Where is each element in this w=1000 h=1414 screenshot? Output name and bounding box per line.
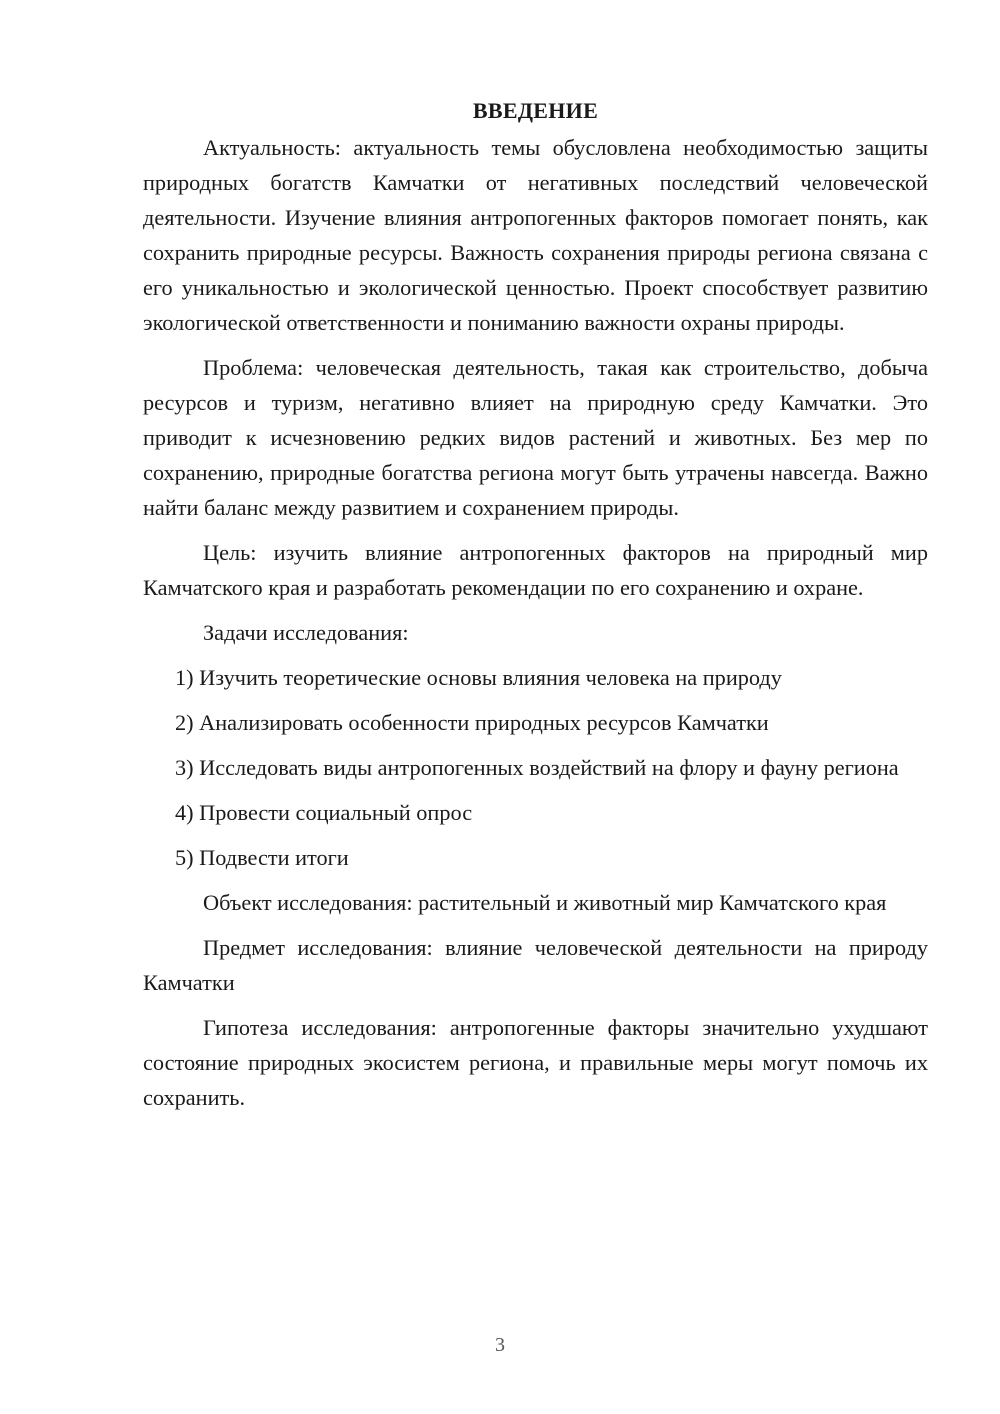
- relevance-paragraph: Актуальность: актуальность темы обусловлена необходимостью защиты природных богатств Камчатки от негативных последствий человеческой деятельности. Изучение влияния антропогенных факторов помогает понять, как сохранить природные ресурсы. Важность сохранения природы региона связана с его уникальностью и экологической ценностью. Проект способствует развитию экологической ответственности и пониманию важности охраны природы.: [143, 135, 928, 335]
- task-item: 4) Провести социальный опрос: [175, 800, 473, 825]
- goal-paragraph: Цель: изучить влияние антропогенных факторов на природный мир Камчатского края и разработать рекомендации по его сохранению и охране.: [143, 540, 928, 600]
- object-paragraph: Объект исследования: растительный и животный мир Камчатского края: [203, 890, 887, 915]
- problem-paragraph: Проблема: человеческая деятельность, такая как строительство, добыча ресурсов и туризм, негативно влияет на природную среду Камчатки. Это приводит к исчезновению редких видов растений и животных. Без мер по сохранению, природные богатства региона могут быть утрачены навсегда. Важно найти баланс между развитием и сохранением природы.: [143, 355, 928, 520]
- task-item: 2) Анализировать особенности природных ресурсов Камчатки: [175, 710, 769, 735]
- document-page: [143, 96, 928, 1125]
- tasks-heading: Задачи исследования:: [203, 620, 409, 645]
- page-number: 3: [495, 1334, 505, 1356]
- task-item: 1) Изучить теоретические основы влияния человека на природу: [175, 665, 782, 690]
- section-title: ВВЕДЕНИЕ: [472, 98, 599, 123]
- task-item: 3) Исследовать виды антропогенных воздействий на флору и фауну региона: [175, 755, 899, 780]
- task-item: 5) Подвести итоги: [175, 845, 349, 870]
- hypothesis-paragraph: Гипотеза исследования: антропогенные факторы значительно ухудшают состояние природных экосистем региона, и правильные меры могут помочь их сохранить.: [143, 1015, 928, 1110]
- subject-paragraph: Предмет исследования: влияние человеческой деятельности на природу Камчатки: [143, 935, 928, 995]
